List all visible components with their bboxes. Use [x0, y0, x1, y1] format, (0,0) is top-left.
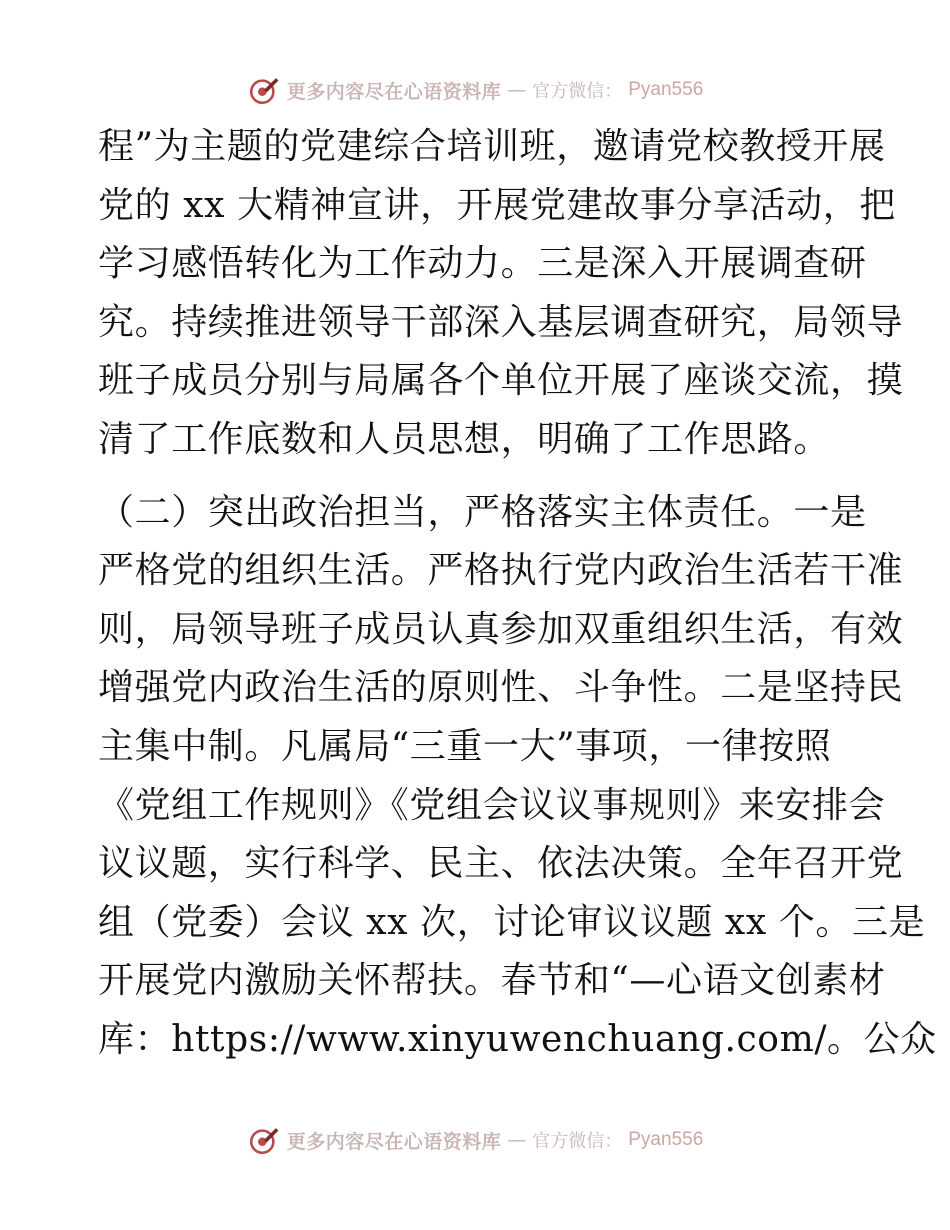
document-body — [98, 118, 937, 1070]
text-line: 党的 xx 大精神宣讲，开展党建故事分享活动，把 — [98, 184, 896, 226]
header-wechat-id: Pyan556 — [628, 79, 704, 100]
text-line: 开展党内激励关怀帮扶。春节和“—心语文创素材 — [98, 960, 886, 1002]
text-line: 增强党内政治生活的原则性、斗争性。二是坚持民 — [98, 667, 904, 709]
header-site-text: 更多内容尽在心语资料库 — [286, 80, 502, 103]
text-line: 库：https://www.xinyuwenchuang.com/。公众 — [98, 1018, 937, 1060]
footer-watermark — [0, 1120, 950, 1160]
footer-dash: — — [507, 1129, 527, 1151]
logo-icon — [247, 73, 281, 107]
footer-official-label: 官方微信： — [532, 1131, 623, 1152]
paragraph-1 — [98, 118, 904, 470]
text-line: 议议题，实行科学、民主、依法决策。全年召开党 — [98, 843, 904, 885]
footer-site-text: 更多内容尽在心语资料库 — [286, 1130, 502, 1153]
text-line: 则，局领导班子成员认真参加双重组织生活，有效 — [98, 608, 904, 650]
text-line: 主集中制。凡属局“三重一大”事项，一律按照 — [98, 725, 832, 767]
text-line: 学习感悟转化为工作动力。三是深入开展调查研 — [98, 243, 867, 285]
header-official-label: 官方微信： — [532, 81, 623, 102]
header-dash: — — [507, 79, 527, 101]
text-line: 清了工作底数和人员思想，明确了工作思路。 — [98, 418, 831, 460]
logo-icon — [247, 1123, 281, 1157]
footer-wechat-id: Pyan556 — [628, 1129, 704, 1150]
text-line: 《党组工作规则》《党组会议议事规则》来安排会 — [98, 784, 886, 826]
header-watermark — [0, 70, 950, 110]
text-line: 究。持续推进领导干部深入基层调查研究，局领导 — [98, 301, 904, 343]
text-line: 严格党的组织生活。严格执行党内政治生活若干准 — [98, 550, 904, 592]
paragraph-gap — [98, 470, 858, 484]
text-line: 组（党委）会议 xx 次，讨论审议议题 xx 个。三是 — [98, 901, 926, 943]
paragraph-2 — [98, 484, 937, 1070]
text-line: （二）突出政治担当，严格落实主体责任。一是 — [98, 491, 867, 533]
text-line: 班子成员分别与局属各个单位开展了座谈交流，摸 — [98, 360, 904, 402]
text-line: 程”为主题的党建综合培训班，邀请党校教授开展 — [98, 126, 886, 167]
